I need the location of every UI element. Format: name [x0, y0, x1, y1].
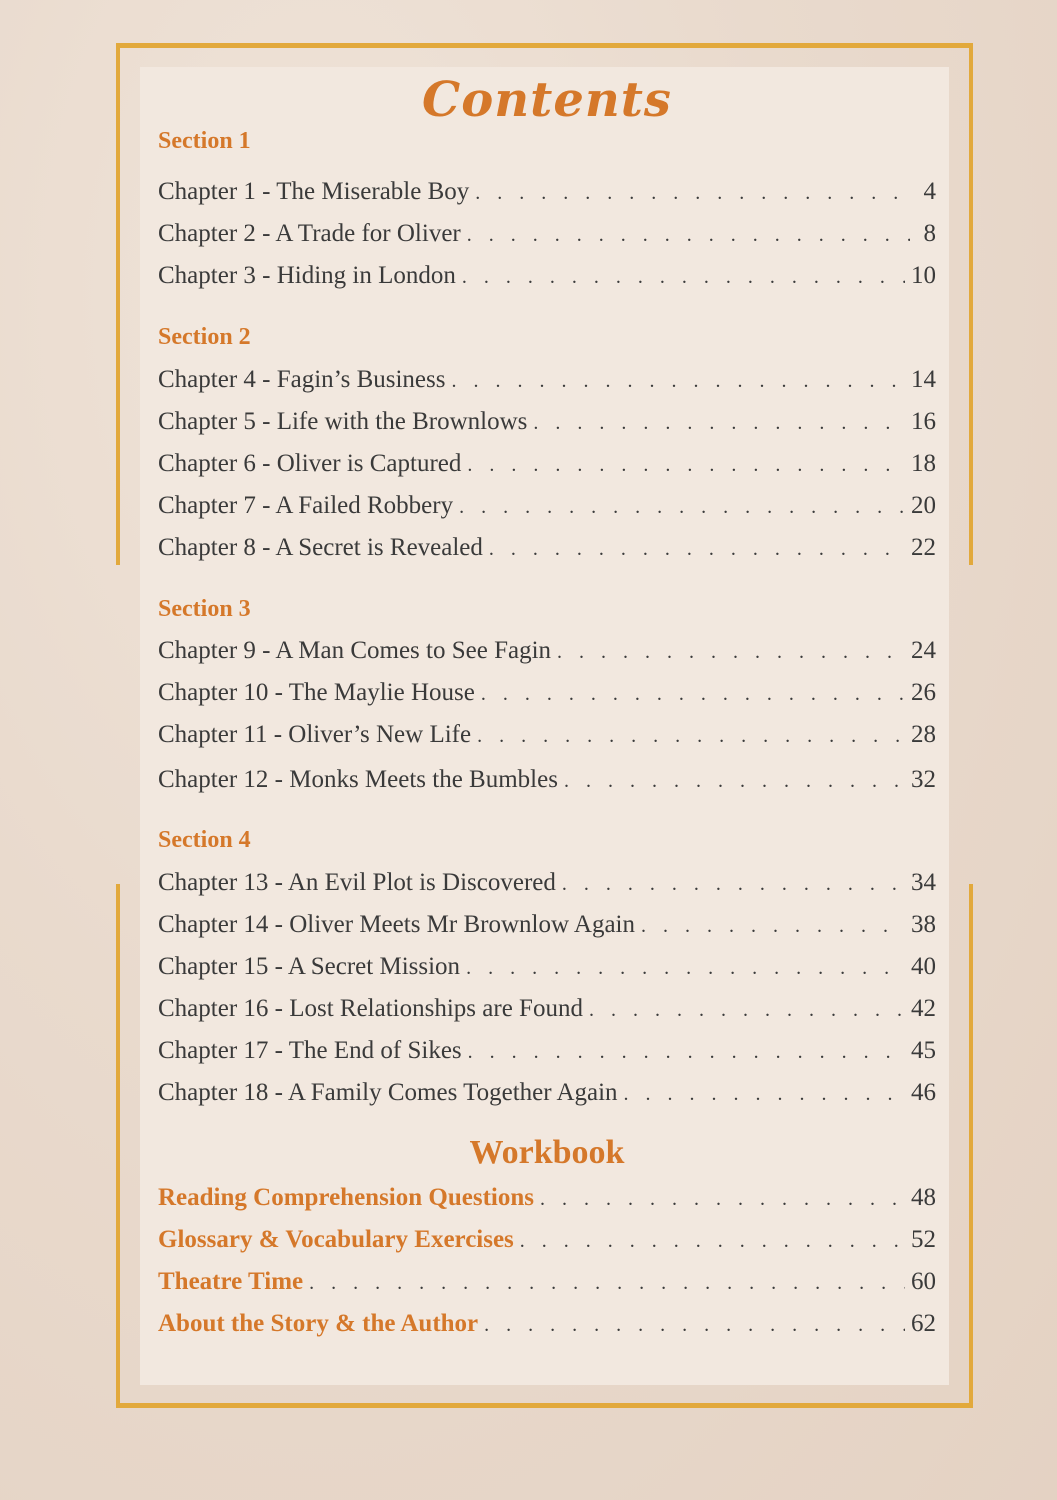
- entry-page: 60: [911, 1268, 936, 1295]
- entry-page: 20: [911, 492, 936, 519]
- dot-leader: [484, 1314, 905, 1337]
- entry-label: Chapter 14 - Oliver Meets Mr Brownlow Again: [158, 911, 636, 938]
- toc-entry[interactable]: [158, 262, 936, 292]
- dot-leader: [540, 1188, 905, 1211]
- entry-page: 28: [911, 721, 936, 748]
- workbook-heading: Workbook: [469, 1134, 625, 1171]
- dot-leader: [562, 873, 905, 896]
- toc-entry[interactable]: [158, 953, 936, 983]
- entry-label: Chapter 6 - Oliver is Captured: [158, 450, 462, 477]
- dot-leader: [462, 266, 905, 289]
- entry-label: Chapter 7 - A Failed Robbery: [158, 492, 454, 519]
- entry-label: Chapter 16 - Lost Relationships are Found: [158, 995, 583, 1022]
- dot-leader: [467, 224, 910, 247]
- toc-entry[interactable]: [158, 911, 936, 941]
- entry-page: 8: [923, 220, 936, 247]
- entry-page: 32: [911, 766, 936, 793]
- entry-page: 42: [911, 995, 936, 1022]
- section-heading: Section 3: [158, 596, 251, 622]
- dot-leader: [475, 182, 910, 205]
- entry-page: 34: [911, 869, 936, 896]
- dot-leader: [624, 1083, 905, 1106]
- toc-entry[interactable]: [158, 178, 936, 208]
- toc-entry[interactable]: [158, 366, 936, 396]
- toc-entry[interactable]: [158, 679, 936, 709]
- entry-label: Chapter 11 - Oliver’s New Life: [158, 721, 472, 748]
- toc-entry[interactable]: [158, 220, 936, 250]
- dot-leader: [466, 957, 905, 980]
- entry-page: 38: [911, 911, 936, 938]
- dot-leader: [589, 999, 905, 1022]
- workbook-entry[interactable]: [158, 1226, 936, 1256]
- entry-label: Chapter 8 - A Secret is Revealed: [158, 534, 483, 561]
- workbook-entry[interactable]: [158, 1184, 936, 1214]
- dot-leader: [520, 1230, 905, 1253]
- entry-page: 22: [911, 534, 936, 561]
- toc-entry[interactable]: [158, 534, 936, 564]
- entry-label: Chapter 13 - An Evil Plot is Discovered: [158, 869, 556, 896]
- dot-leader: [557, 641, 905, 664]
- entry-label: Chapter 15 - A Secret Mission: [158, 953, 461, 980]
- entry-label: About the Story & the Author: [158, 1310, 479, 1337]
- toc-entry[interactable]: [158, 995, 936, 1025]
- entry-page: 40: [911, 953, 936, 980]
- entry-label: Chapter 3 - Hiding in London: [158, 262, 456, 289]
- toc-entry[interactable]: [158, 721, 936, 751]
- dot-leader: [641, 915, 905, 938]
- entry-page: 62: [911, 1310, 936, 1337]
- toc-entry[interactable]: [158, 637, 936, 667]
- dot-leader: [452, 370, 906, 393]
- toc-entry[interactable]: [158, 766, 936, 796]
- entry-label: Chapter 18 - A Family Comes Together Again: [158, 1079, 618, 1106]
- entry-label: Theatre Time: [158, 1268, 304, 1295]
- entry-page: 45: [911, 1037, 936, 1064]
- entry-label: Chapter 2 - A Trade for Oliver: [158, 220, 461, 247]
- entry-label: Chapter 5 - Life with the Brownlows: [158, 408, 528, 435]
- workbook-entry[interactable]: [158, 1268, 936, 1298]
- entry-page: 24: [911, 637, 936, 664]
- toc-entry[interactable]: [158, 869, 936, 899]
- dot-leader: [468, 1041, 905, 1064]
- dot-leader: [477, 725, 905, 748]
- entry-page: 26: [911, 679, 936, 706]
- page-title: Contents: [422, 72, 672, 128]
- entry-label: Chapter 10 - The Maylie House: [158, 679, 475, 706]
- dot-leader: [489, 538, 905, 561]
- entry-label: Chapter 12 - Monks Meets the Bumbles: [158, 766, 558, 793]
- dot-leader: [564, 770, 905, 793]
- entry-page: 18: [911, 450, 936, 477]
- section-heading: Section 1: [158, 128, 251, 154]
- workbook-entry[interactable]: [158, 1310, 936, 1340]
- section-heading: Section 4: [158, 827, 251, 853]
- entry-label: Chapter 17 - The End of Sikes: [158, 1037, 462, 1064]
- dot-leader: [467, 454, 905, 477]
- dot-leader: [459, 496, 905, 519]
- dot-leader: [309, 1272, 905, 1295]
- entry-page: 16: [911, 408, 936, 435]
- dot-leader: [481, 683, 905, 706]
- entry-page: 46: [911, 1079, 936, 1106]
- toc-entry[interactable]: [158, 1037, 936, 1067]
- entry-label: Chapter 1 - The Miserable Boy: [158, 178, 470, 205]
- entry-label: Chapter 9 - A Man Comes to See Fagin: [158, 637, 552, 664]
- entry-label: Chapter 4 - Fagin’s Business: [158, 366, 446, 393]
- toc-entry[interactable]: [158, 492, 936, 522]
- entry-page: 48: [911, 1184, 936, 1211]
- entry-page: 4: [923, 178, 936, 205]
- toc-entry[interactable]: [158, 1079, 936, 1109]
- entry-label: Reading Comprehension Questions: [158, 1184, 534, 1211]
- entry-label: Glossary & Vocabulary Exercises: [158, 1226, 514, 1253]
- toc-entry[interactable]: [158, 408, 936, 438]
- entry-page: 10: [911, 262, 936, 289]
- toc-entry[interactable]: [158, 450, 936, 480]
- dot-leader: [533, 412, 905, 435]
- section-heading: Section 2: [158, 324, 251, 350]
- entry-page: 14: [911, 366, 936, 393]
- entry-page: 52: [911, 1226, 936, 1253]
